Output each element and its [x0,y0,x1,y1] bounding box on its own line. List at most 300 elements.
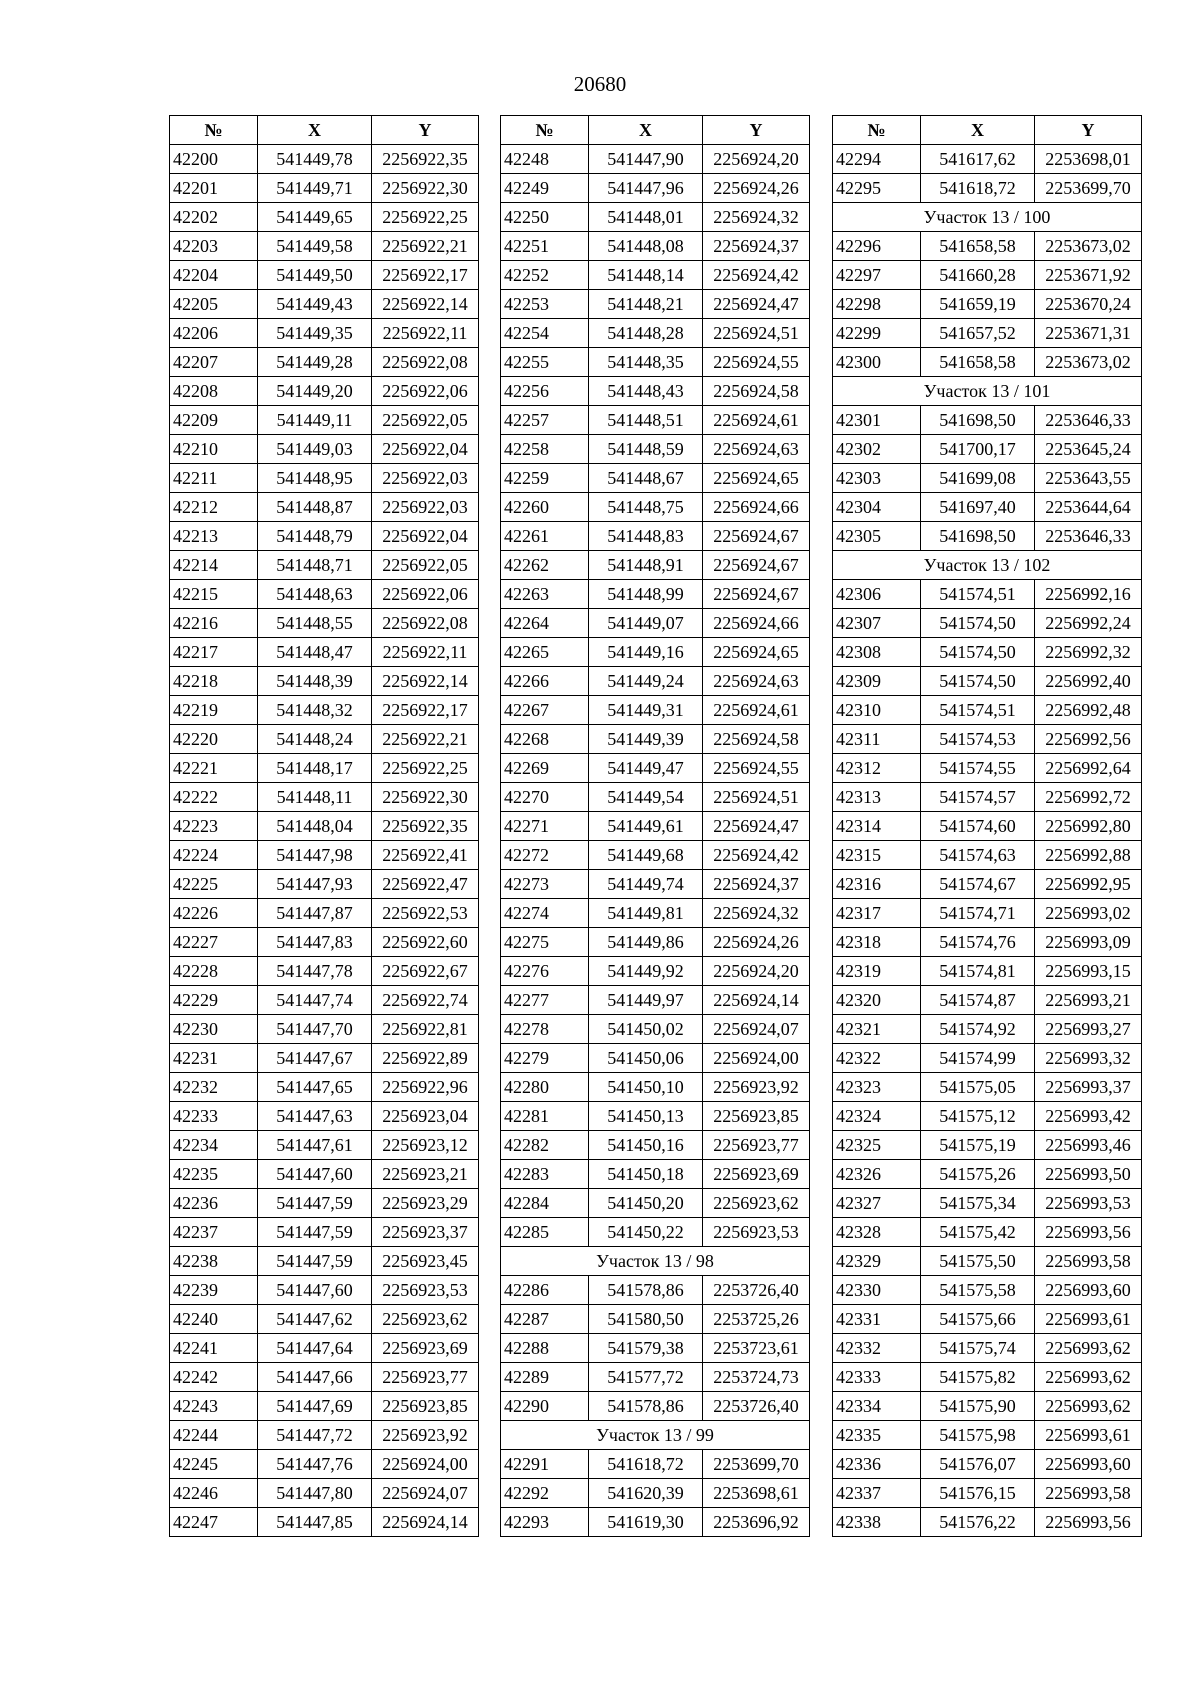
table-row [833,1305,1142,1334]
y-coordinate: 2256924,14 [703,986,810,1015]
x-coordinate: 541449,65 [258,203,372,232]
x-coordinate: 541449,58 [258,232,372,261]
point-number: 42261 [501,522,589,551]
point-number: 42266 [501,667,589,696]
point-number: 42241 [170,1334,258,1363]
y-coordinate: 2256924,32 [703,203,810,232]
page-number: 20680 [573,72,627,96]
y-coordinate: 2256922,30 [372,174,479,203]
table-row [501,1334,810,1363]
table-row [833,1508,1142,1537]
x-coordinate: 541449,68 [589,841,703,870]
section-title: Участок 13 / 100 [833,203,1142,232]
table-row [501,899,810,928]
y-coordinate: 2253644,64 [1035,493,1142,522]
x-coordinate: 541658,58 [921,348,1035,377]
x-coordinate: 541448,24 [258,725,372,754]
x-coordinate: 541447,83 [258,928,372,957]
x-coordinate: 541578,86 [589,1392,703,1421]
point-number: 42227 [170,928,258,957]
y-coordinate: 2256923,53 [703,1218,810,1247]
point-number: 42258 [501,435,589,464]
table-row [501,290,810,319]
x-coordinate: 541448,21 [589,290,703,319]
table-row [170,261,479,290]
y-coordinate: 2253670,24 [1035,290,1142,319]
x-coordinate: 541575,26 [921,1160,1035,1189]
point-number: 42330 [833,1276,921,1305]
point-number: 42225 [170,870,258,899]
table-row [501,551,810,580]
y-coordinate: 2256922,74 [372,986,479,1015]
x-coordinate: 541619,30 [589,1508,703,1537]
table-row [501,1218,810,1247]
point-number: 42337 [833,1479,921,1508]
point-number: 42323 [833,1073,921,1102]
point-number: 42296 [833,232,921,261]
table-row [833,1189,1142,1218]
point-number: 42232 [170,1073,258,1102]
x-coordinate: 541574,50 [921,667,1035,696]
x-coordinate: 541449,20 [258,377,372,406]
point-number: 42319 [833,957,921,986]
point-number: 42271 [501,812,589,841]
y-coordinate: 2256924,20 [703,145,810,174]
x-coordinate: 541574,92 [921,1015,1035,1044]
x-coordinate: 541447,76 [258,1450,372,1479]
point-number: 42312 [833,754,921,783]
table-row [833,580,1142,609]
y-coordinate: 2256993,15 [1035,957,1142,986]
x-coordinate: 541450,22 [589,1218,703,1247]
y-coordinate: 2256924,65 [703,638,810,667]
table-row [833,319,1142,348]
x-coordinate: 541449,81 [589,899,703,928]
x-coordinate: 541447,67 [258,1044,372,1073]
x-coordinate: 541449,47 [589,754,703,783]
point-number: 42298 [833,290,921,319]
x-coordinate: 541574,81 [921,957,1035,986]
x-coordinate: 541447,87 [258,899,372,928]
table-row [501,870,810,899]
point-number: 42255 [501,348,589,377]
y-coordinate: 2256924,00 [703,1044,810,1073]
y-coordinate: 2253723,61 [703,1334,810,1363]
table-row [501,377,810,406]
point-number: 42239 [170,1276,258,1305]
y-coordinate: 2256922,06 [372,580,479,609]
x-coordinate: 541448,87 [258,493,372,522]
point-number: 42317 [833,899,921,928]
y-coordinate: 2256922,89 [372,1044,479,1073]
x-coordinate: 541447,64 [258,1334,372,1363]
point-number: 42302 [833,435,921,464]
y-coordinate: 2256992,24 [1035,609,1142,638]
x-coordinate: 541447,59 [258,1218,372,1247]
y-coordinate: 2256924,32 [703,899,810,928]
x-coordinate: 541448,59 [589,435,703,464]
y-coordinate: 2256993,62 [1035,1392,1142,1421]
point-number: 42287 [501,1305,589,1334]
table-row [833,841,1142,870]
y-coordinate: 2253699,70 [703,1450,810,1479]
x-coordinate: 541448,95 [258,464,372,493]
point-number: 42276 [501,957,589,986]
table-row [170,1305,479,1334]
y-coordinate: 2256993,02 [1035,899,1142,928]
x-coordinate: 541699,08 [921,464,1035,493]
point-number: 42223 [170,812,258,841]
point-number: 42289 [501,1363,589,1392]
x-coordinate: 541574,50 [921,638,1035,667]
table-row [170,754,479,783]
table-row [833,290,1142,319]
point-number: 42290 [501,1392,589,1421]
table-row [170,1247,479,1276]
table-row [501,841,810,870]
y-coordinate: 2253671,31 [1035,319,1142,348]
table-row [501,348,810,377]
x-coordinate: 541447,96 [589,174,703,203]
y-coordinate: 2256922,41 [372,841,479,870]
table-row [833,145,1142,174]
table-row [170,609,479,638]
table-row [170,1015,479,1044]
y-coordinate: 2256923,62 [372,1305,479,1334]
x-coordinate: 541448,47 [258,638,372,667]
point-number: 42207 [170,348,258,377]
table-row [501,783,810,812]
y-coordinate: 2256924,37 [703,232,810,261]
point-number: 42256 [501,377,589,406]
y-coordinate: 2256993,62 [1035,1334,1142,1363]
table-row [833,609,1142,638]
y-coordinate: 2253696,92 [703,1508,810,1537]
x-coordinate: 541449,50 [258,261,372,290]
table-row [833,406,1142,435]
point-number: 42237 [170,1218,258,1247]
x-coordinate: 541575,66 [921,1305,1035,1334]
table-row [501,174,810,203]
x-coordinate: 541448,14 [589,261,703,290]
table-row [501,1044,810,1073]
x-coordinate: 541447,65 [258,1073,372,1102]
point-number: 42275 [501,928,589,957]
y-coordinate: 2256993,58 [1035,1247,1142,1276]
x-coordinate: 541697,40 [921,493,1035,522]
y-coordinate: 2256992,16 [1035,580,1142,609]
table-row [170,696,479,725]
point-number: 42202 [170,203,258,232]
point-number: 42240 [170,1305,258,1334]
y-coordinate: 2256923,45 [372,1247,479,1276]
x-coordinate: 541575,42 [921,1218,1035,1247]
header-x: X [258,116,372,145]
point-number: 42291 [501,1450,589,1479]
y-coordinate: 2256922,06 [372,377,479,406]
table-header-row [170,116,479,145]
table-row [501,1189,810,1218]
y-coordinate: 2256992,95 [1035,870,1142,899]
y-coordinate: 2256923,85 [372,1392,479,1421]
y-coordinate: 2256993,21 [1035,986,1142,1015]
table-row [833,1015,1142,1044]
table-row [170,783,479,812]
point-number: 42280 [501,1073,589,1102]
table-row [170,290,479,319]
table-row [170,174,479,203]
y-coordinate: 2256922,08 [372,609,479,638]
header-x: X [589,116,703,145]
x-coordinate: 541575,05 [921,1073,1035,1102]
table-row [833,783,1142,812]
point-number: 42226 [170,899,258,928]
x-coordinate: 541620,39 [589,1479,703,1508]
point-number: 42324 [833,1102,921,1131]
x-coordinate: 541450,02 [589,1015,703,1044]
table-row [170,1218,479,1247]
y-coordinate: 2256924,47 [703,290,810,319]
x-coordinate: 541575,12 [921,1102,1035,1131]
y-coordinate: 2256922,25 [372,203,479,232]
y-coordinate: 2256993,32 [1035,1044,1142,1073]
point-number: 42234 [170,1131,258,1160]
x-coordinate: 541574,51 [921,580,1035,609]
table-row [501,1015,810,1044]
y-coordinate: 2256924,37 [703,870,810,899]
y-coordinate: 2256993,62 [1035,1363,1142,1392]
y-coordinate: 2253646,33 [1035,406,1142,435]
table-row [170,464,479,493]
table-row [833,696,1142,725]
table-row [170,957,479,986]
x-coordinate: 541448,75 [589,493,703,522]
point-number: 42338 [833,1508,921,1537]
y-coordinate: 2256924,65 [703,464,810,493]
x-coordinate: 541450,06 [589,1044,703,1073]
point-number: 42294 [833,145,921,174]
table-row [833,261,1142,290]
point-number: 42308 [833,638,921,667]
y-coordinate: 2256992,88 [1035,841,1142,870]
table-row [833,1421,1142,1450]
y-coordinate: 2256923,04 [372,1102,479,1131]
point-number: 42267 [501,696,589,725]
point-number: 42305 [833,522,921,551]
table-row [501,1073,810,1102]
y-coordinate: 2256992,80 [1035,812,1142,841]
y-coordinate: 2256993,61 [1035,1305,1142,1334]
table-row [170,812,479,841]
table-row [170,1131,479,1160]
y-coordinate: 2256924,55 [703,754,810,783]
x-coordinate: 541448,04 [258,812,372,841]
point-number: 42331 [833,1305,921,1334]
y-coordinate: 2256923,69 [703,1160,810,1189]
point-number: 42309 [833,667,921,696]
y-coordinate: 2256924,66 [703,609,810,638]
point-number: 42251 [501,232,589,261]
header-y: Y [372,116,479,145]
y-coordinate: 2256922,17 [372,696,479,725]
y-coordinate: 2253724,73 [703,1363,810,1392]
y-coordinate: 2256924,26 [703,174,810,203]
y-coordinate: 2256923,77 [703,1131,810,1160]
y-coordinate: 2256993,37 [1035,1073,1142,1102]
x-coordinate: 541447,61 [258,1131,372,1160]
point-number: 42281 [501,1102,589,1131]
point-number: 42306 [833,580,921,609]
y-coordinate: 2253725,26 [703,1305,810,1334]
x-coordinate: 541574,99 [921,1044,1035,1073]
x-coordinate: 541448,01 [589,203,703,232]
table-row [170,1363,479,1392]
x-coordinate: 541576,07 [921,1450,1035,1479]
y-coordinate: 2256924,42 [703,841,810,870]
x-coordinate: 541448,99 [589,580,703,609]
table-row [170,348,479,377]
table-row [833,957,1142,986]
table-row [833,1160,1142,1189]
table-row [501,1305,810,1334]
table-row [170,1102,479,1131]
x-coordinate: 541448,51 [589,406,703,435]
table-row [501,725,810,754]
y-coordinate: 2256922,60 [372,928,479,957]
point-number: 42316 [833,870,921,899]
table-row [170,203,479,232]
y-coordinate: 2256992,32 [1035,638,1142,667]
table-row [501,986,810,1015]
y-coordinate: 2256922,17 [372,261,479,290]
point-number: 42205 [170,290,258,319]
point-number: 42243 [170,1392,258,1421]
point-number: 42248 [501,145,589,174]
point-number: 42250 [501,203,589,232]
table-row [501,319,810,348]
table-row [833,1276,1142,1305]
point-number: 42278 [501,1015,589,1044]
x-coordinate: 541574,53 [921,725,1035,754]
point-number: 42249 [501,174,589,203]
point-number: 42260 [501,493,589,522]
point-number: 42333 [833,1363,921,1392]
point-number: 42335 [833,1421,921,1450]
y-coordinate: 2256924,51 [703,319,810,348]
point-number: 42212 [170,493,258,522]
x-coordinate: 541449,43 [258,290,372,319]
point-number: 42303 [833,464,921,493]
table-row [833,667,1142,696]
table-row [170,638,479,667]
x-coordinate: 541698,50 [921,406,1035,435]
x-coordinate: 541448,63 [258,580,372,609]
y-coordinate: 2256924,58 [703,377,810,406]
x-coordinate: 541657,52 [921,319,1035,348]
x-coordinate: 541700,17 [921,435,1035,464]
x-coordinate: 541450,18 [589,1160,703,1189]
x-coordinate: 541447,66 [258,1363,372,1392]
point-number: 42204 [170,261,258,290]
point-number: 42320 [833,986,921,1015]
table-row [170,435,479,464]
y-coordinate: 2253698,61 [703,1479,810,1508]
header-number: № [170,116,258,145]
y-coordinate: 2256922,14 [372,667,479,696]
table-row [501,1392,810,1421]
header-y: Y [703,116,810,145]
y-coordinate: 2253673,02 [1035,348,1142,377]
table-row [170,522,479,551]
point-number: 42218 [170,667,258,696]
table-row [833,899,1142,928]
y-coordinate: 2256922,05 [372,406,479,435]
x-coordinate: 541449,16 [589,638,703,667]
y-coordinate: 2256923,92 [372,1421,479,1450]
table-row [170,841,479,870]
table-row [833,464,1142,493]
x-coordinate: 541449,78 [258,145,372,174]
point-number: 42270 [501,783,589,812]
x-coordinate: 541447,59 [258,1247,372,1276]
table-row [833,174,1142,203]
y-coordinate: 2256922,35 [372,812,479,841]
table-row [170,870,479,899]
x-coordinate: 541576,22 [921,1508,1035,1537]
point-number: 42311 [833,725,921,754]
y-coordinate: 2256922,25 [372,754,479,783]
point-number: 42297 [833,261,921,290]
point-number: 42299 [833,319,921,348]
table-row [833,1247,1142,1276]
x-coordinate: 541449,61 [589,812,703,841]
table-row [501,667,810,696]
point-number: 42310 [833,696,921,725]
point-number: 42230 [170,1015,258,1044]
x-coordinate: 541658,58 [921,232,1035,261]
x-coordinate: 541575,19 [921,1131,1035,1160]
table-row [833,986,1142,1015]
section-title: Участок 13 / 99 [501,1421,810,1450]
x-coordinate: 541448,43 [589,377,703,406]
table-row [833,348,1142,377]
x-coordinate: 541448,67 [589,464,703,493]
table-row [501,928,810,957]
y-coordinate: 2256922,04 [372,435,479,464]
y-coordinate: 2256922,04 [372,522,479,551]
x-coordinate: 541448,91 [589,551,703,580]
table-row [501,696,810,725]
y-coordinate: 2256924,14 [372,1508,479,1537]
point-number: 42273 [501,870,589,899]
table-row [170,667,479,696]
y-coordinate: 2256924,42 [703,261,810,290]
x-coordinate: 541574,67 [921,870,1035,899]
point-number: 42336 [833,1450,921,1479]
point-number: 42257 [501,406,589,435]
table-row [501,435,810,464]
point-number: 42269 [501,754,589,783]
y-coordinate: 2256924,07 [703,1015,810,1044]
y-coordinate: 2256922,21 [372,232,479,261]
y-coordinate: 2253643,55 [1035,464,1142,493]
table-row [833,1131,1142,1160]
table-row [170,1392,479,1421]
x-coordinate: 541575,82 [921,1363,1035,1392]
section-row [833,551,1142,580]
y-coordinate: 2256924,26 [703,928,810,957]
table-row [833,522,1142,551]
